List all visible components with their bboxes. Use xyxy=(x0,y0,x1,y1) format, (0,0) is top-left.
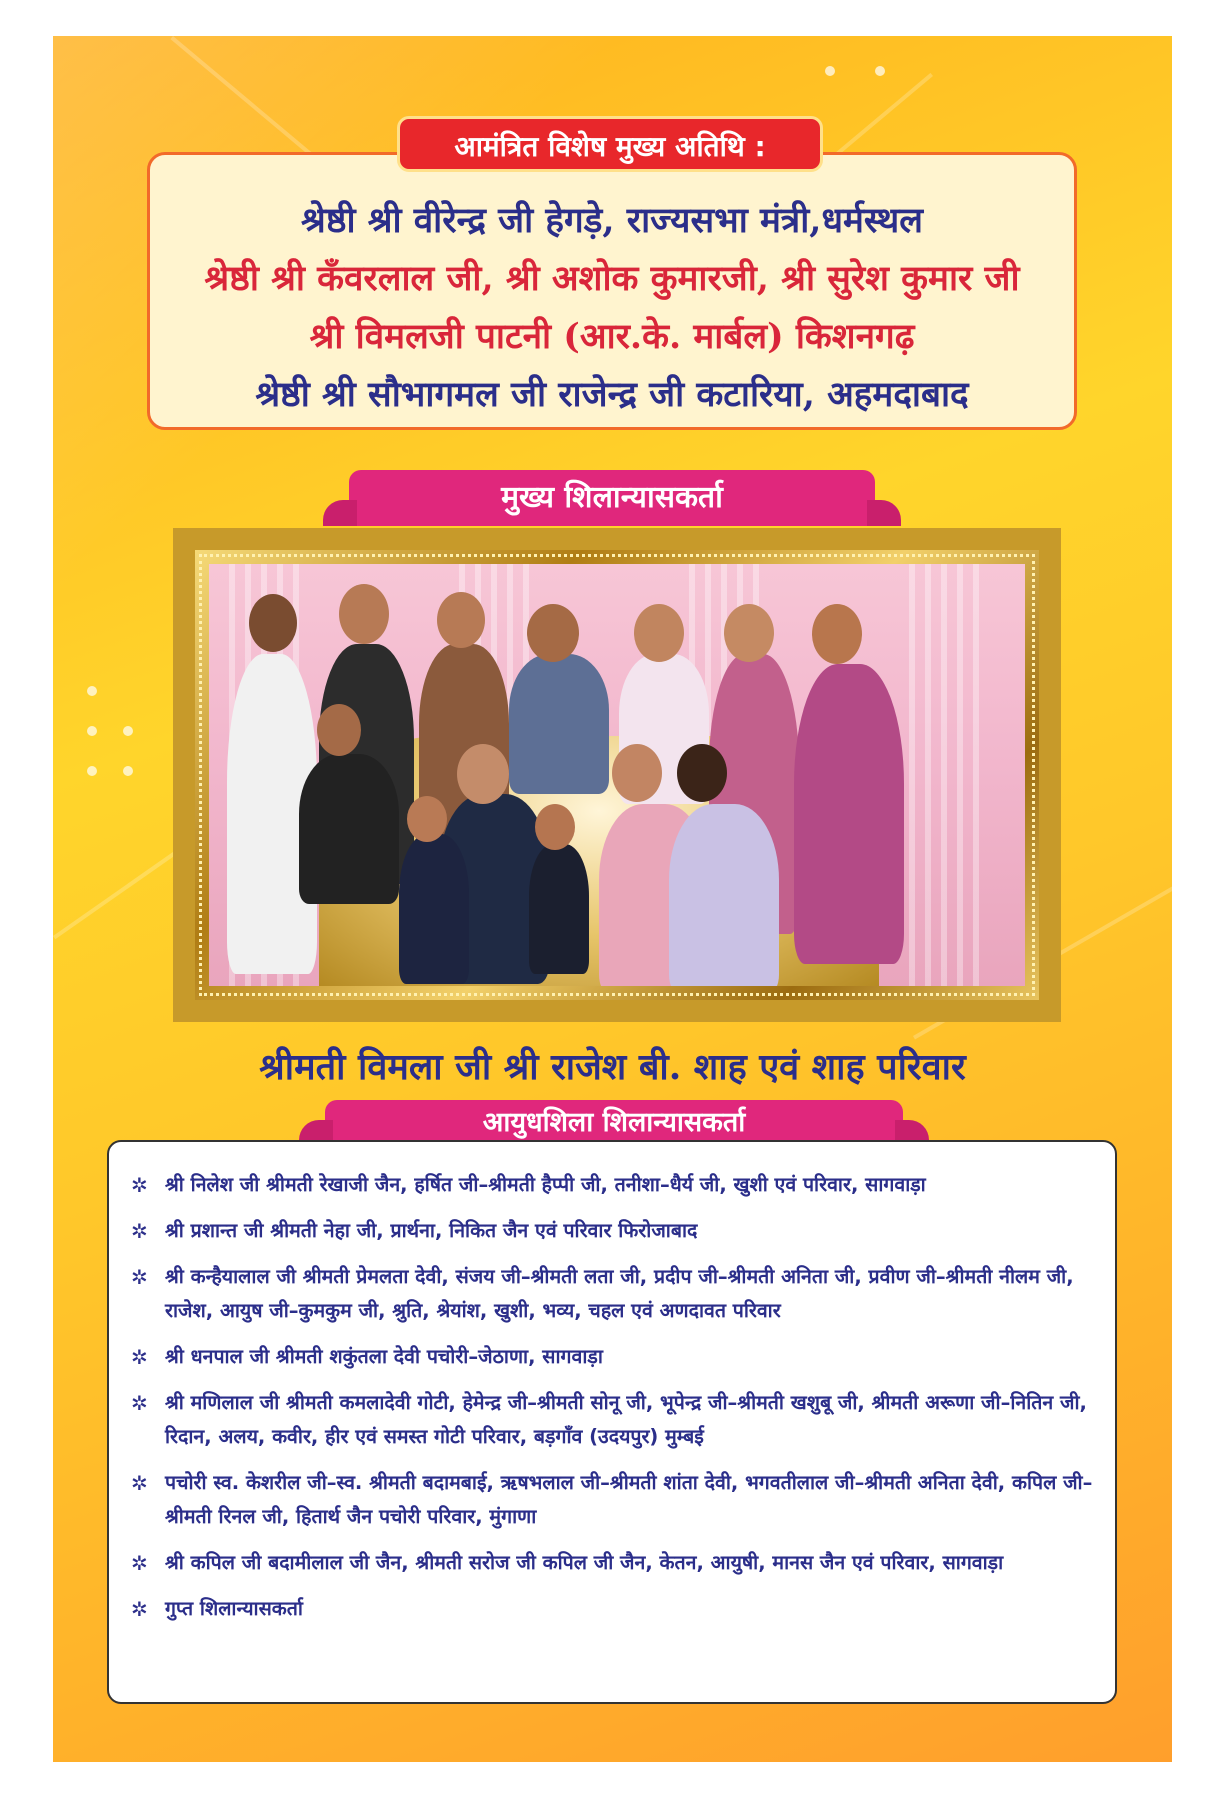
asterisk-icon: ✲ xyxy=(131,1391,148,1415)
poster xyxy=(53,36,1172,1762)
asterisk-icon: ✲ xyxy=(131,1471,148,1495)
list-item xyxy=(131,1340,1095,1374)
main-founder-heading: मुख्य शिलान्यासकर्ता xyxy=(349,470,875,526)
list-item-text: पचोरी स्व. केशरील जी–स्व. श्रीमती बदामबाई, ऋषभलाल जी–श्रीमती शांता देवी, भगवतीलाल जी–श्रीमती अनिता देवी, कपिल जी–श्रीमती रिनल जी, हितार्थ जैन पचोरी परिवार, मुंगाणा xyxy=(165,1471,1093,1528)
asterisk-icon: ✲ xyxy=(131,1551,148,1575)
list-item xyxy=(131,1386,1095,1454)
family-photo-frame xyxy=(173,528,1061,1022)
list-item xyxy=(131,1214,1095,1248)
asterisk-icon: ✲ xyxy=(131,1219,148,1243)
guest-line-1: श्रेष्ठी श्री वीरेन्द्र जी हेगड़े, राज्यसभा मंत्री,धर्मस्थल xyxy=(301,200,923,241)
list-item xyxy=(131,1260,1095,1328)
asterisk-icon: ✲ xyxy=(131,1597,148,1621)
ayudh-heading: आयुधशिला शिलान्यासकर्ता xyxy=(325,1100,903,1146)
list-item-text: श्री कपिल जी बदामीलाल जी जैन, श्रीमती सरोज जी कपिल जी जैन, केतन, आयुषी, मानस जैन एवं परिवार, सागवाड़ा xyxy=(165,1551,1004,1574)
list-item-text: गुप्त शिलान्यासकर्ता xyxy=(165,1597,303,1620)
guest-line-3: श्री विमलजी पाटनी (आर.के. मार्बल) किशनगढ़ xyxy=(309,316,915,357)
list-item xyxy=(131,1466,1095,1534)
asterisk-icon: ✲ xyxy=(131,1345,148,1369)
list-item-text: श्री मणिलाल जी श्रीमती कमलादेवी गोटी, हेमेन्द्र जी–श्रीमती सोनू जी, भूपेन्द्र जी–श्रीमती खशुबू जी, श्रीमती अरूणा जी–नितिन जी, रिदान, अलय, कवीर, हीर एवं समस्त गोटी परिवार, बड़गाँव (उदयपुर) मुम्बई xyxy=(165,1391,1087,1448)
list-item-text: श्री कन्हैयालाल जी श्रीमती प्रेमलता देवी, संजय जी–श्रीमती लता जी, प्रदीप जी–श्रीमती अनिता जी, प्रवीण जी–श्रीमती नीलम जी, राजेश, आयुष जी–कुमकुम जी, श्रुति, श्रेयांश, खुशी, भव्य, चहल एवं अणदावत परिवार xyxy=(165,1265,1074,1322)
list-item-text: श्री निलेश जी श्रीमती रेखाजी जैन, हर्षित जी–श्रीमती हैप्पी जी, तनीशा–धैर्य जी, खुशी एवं परिवार, सागवाड़ा xyxy=(165,1173,926,1196)
asterisk-icon: ✲ xyxy=(131,1173,148,1197)
list-item xyxy=(131,1592,1095,1626)
asterisk-icon: ✲ xyxy=(131,1265,148,1289)
ayudh-list xyxy=(107,1140,1117,1704)
list-item xyxy=(131,1546,1095,1580)
list-item-text: श्री धनपाल जी श्रीमती शकुंतला देवी पचोरी–जेठाणा, सागवाड़ा xyxy=(165,1345,603,1368)
guest-line-4: श्रेष्ठी श्री सौभागमल जी राजेन्द्र जी कटारिया, अहमदाबाद xyxy=(255,374,969,415)
list-item xyxy=(131,1168,1095,1202)
list-item-text: श्री प्रशान्त जी श्रीमती नेहा जी, प्रार्थना, निकित जैन एवं परिवार फिरोजाबाद xyxy=(165,1219,698,1242)
family-name: श्रीमती विमला जी श्री राजेश बी. शाह एवं शाह परिवार xyxy=(259,1046,966,1088)
guest-heading: आमंत्रित विशेष मुख्य अतिथि : xyxy=(397,116,823,172)
guest-line-2: श्रेष्ठी श्री कँवरलाल जी, श्री अशोक कुमारजी, श्री सुरेश कुमार जी xyxy=(204,258,1020,299)
family-photo xyxy=(209,564,1025,986)
